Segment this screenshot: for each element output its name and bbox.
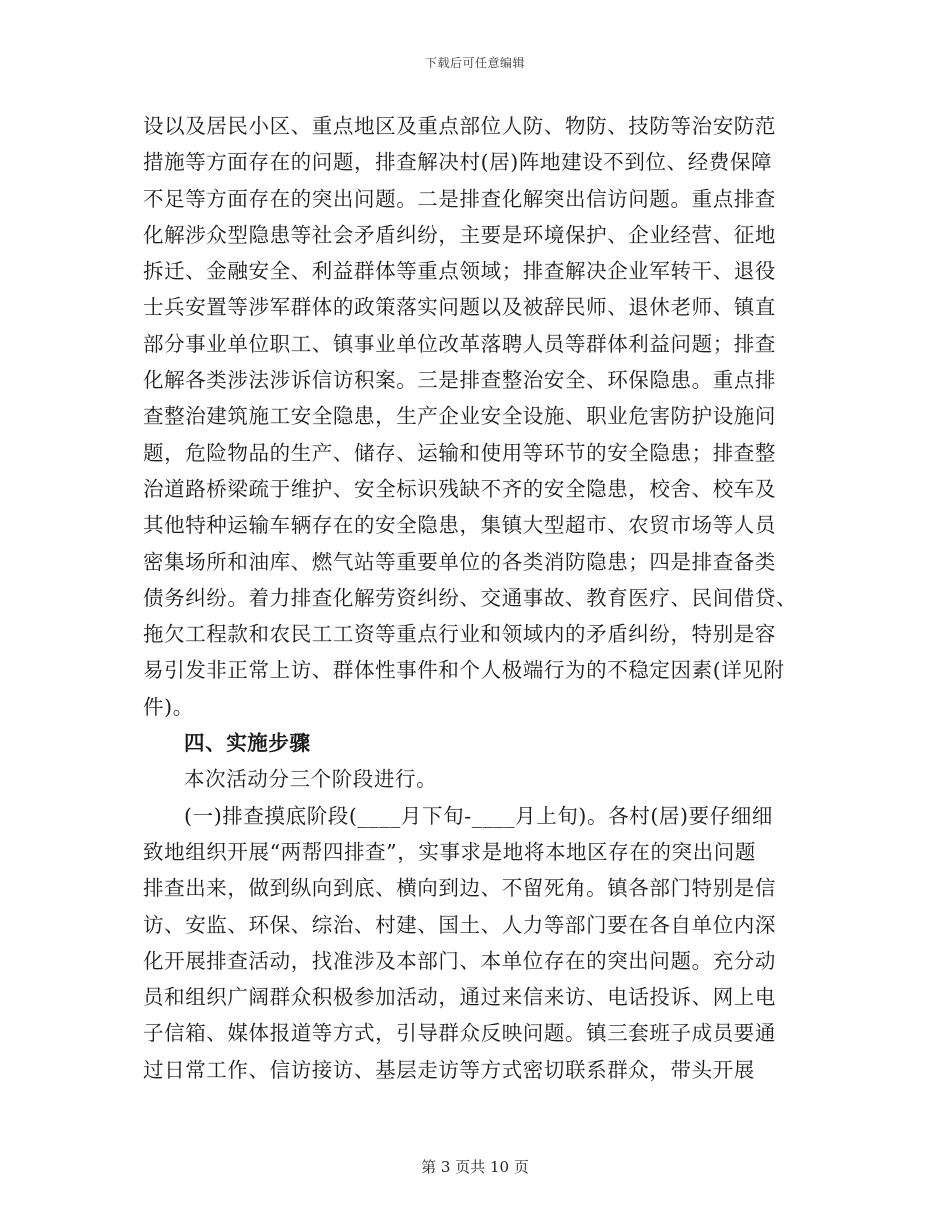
paragraph-start-line: (一)排查摸底阶段(____月下旬-____月上旬)。各村(居)要仔细细	[184, 803, 774, 828]
body-line: 化解各类涉法涉诉信访积案。三是排查整治安全、环保隐患。重点排	[143, 368, 776, 393]
body-line: 拖欠工程款和农民工工资等重点行业和领域内的矛盾纠纷，特别是容	[143, 622, 776, 647]
page-header: 下载后可任意编辑	[424, 56, 525, 70]
body-line: 不足等方面存在的突出问题。二是排查化解突出信访问题。重点排查	[143, 186, 776, 211]
body-line: 访、安监、环保、综治、村建、国土、人力等部门要在各自单位内深	[143, 912, 776, 937]
body-line: 治道路桥梁疏于维护、安全标识残缺不齐的安全隐患，校舍、校车及	[143, 476, 776, 501]
body-line: 化解涉众型隐患等社会矛盾纠纷，主要是环境保护、企业经营、征地	[143, 222, 776, 247]
body-line: 过日常工作、信访接访、基层走访等方式密切联系群众，带头开展	[143, 1057, 755, 1082]
body-line: 密集场所和油库、燃气站等重要单位的各类消防隐患；四是排查备类	[143, 549, 776, 574]
body-line: 设以及居民小区、重点地区及重点部位人防、物防、技防等治安防范	[143, 114, 776, 138]
body-line: 排查出来，做到纵向到底、横向到边、不留死角。镇各部门特别是信	[143, 876, 776, 901]
page-footer: 第 3 页共 10 页	[421, 1158, 529, 1176]
document-body	[143, 108, 803, 1088]
body-line: 措施等方面存在的问题，排查解决村(居)阵地建设不到位、经费保障	[143, 150, 773, 175]
body-line: 件)。	[143, 694, 194, 719]
body-line: 查整治建筑施工安全隐患，生产企业安全设施、职业危害防护设施问	[143, 404, 776, 429]
paragraph-start-line: 本次活动分三个阶段进行。	[184, 767, 438, 792]
body-line: 债务纠纷。着力排查化解劳资纠纷、交通事故、教育医疗、民间借贷、	[143, 585, 798, 610]
body-line: 化开展排查活动，找准涉及本部门、本单位存在的突出问题。充分动	[143, 948, 776, 973]
body-line: 致地组织开展“两帮四排查”，实事求是地将本地区存在的突出问题	[143, 839, 756, 864]
body-line: 其他特种运输车辆存在的安全隐患，集镇大型超市、农贸市场等人员	[143, 513, 776, 538]
body-line: 部分事业单位职工、镇事业单位改革落聘人员等群体利益问题；排查	[143, 331, 776, 356]
body-line: 题，危险物品的生产、储存、运输和使用等环节的安全隐患；排查整	[143, 440, 776, 465]
body-line: 易引发非正常上访、群体性事件和个人极端行为的不稳定因素(详见附	[143, 658, 785, 683]
body-line: 子信箱、媒体报道等方式，引导群众反映问题。镇三套班子成员要通	[143, 1021, 776, 1046]
body-line: 拆迁、金融安全、利益群体等重点领域；排查解决企业军转干、退役	[143, 259, 776, 284]
body-line: 士兵安置等涉军群体的政策落实问题以及被辞民师、退休老师、镇直	[143, 295, 776, 320]
body-line: 员和组织广阔群众积极参加活动，通过来信来访、电话投诉、网上电	[143, 985, 776, 1010]
section-heading: 四、实施步骤	[184, 731, 311, 756]
